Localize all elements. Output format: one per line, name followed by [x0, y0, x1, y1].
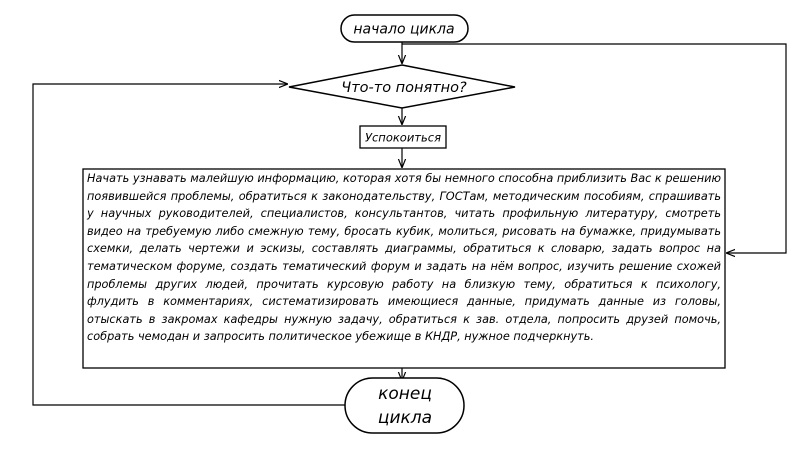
end-label-line2: цикла: [377, 408, 433, 428]
end-terminator: [345, 378, 464, 433]
start-label: начало цикла: [353, 21, 455, 38]
calm-process-box: [360, 126, 446, 148]
start-terminator: [341, 15, 468, 42]
decision-label: Что-то понятно?: [341, 80, 467, 96]
end-label-line1: конец: [378, 384, 432, 404]
decision-diamond: [289, 65, 515, 108]
action-text: Начать узнавать малейшую информацию, которая хотя бы немного способна приблизить Вас к решению появившейся проблемы, обратиться к законодательству, ГОСТам, методическим пособиям, спрашивать у научных руководителей, специалистов, консультантов, читать профильную литературу, смотреть видео на требуемую либо смежную тему, бросать кубик, молиться, рисовать на бумажке, придумывать схемки, делать чертежи и эскизы, составлять диаграммы, обратиться к словарю, задать вопрос на тематическом форуме, создать тематический форум и задать на нём вопрос, изучить решение схожей проблемы других людей, прочитать курсовую работу на близкую тему, обратиться к психологу, флудить в комментариях, систематизировать имеющиеся данные, придумать данные из головы, отыскать в закромах кафедры нужную задачу, обратиться к зав. отдела, попросить друзей помочь, собрать чемодан и запросить политическое убежище в КНДР, нужное подчеркнуть.: [87, 172, 721, 344]
calm-label: Успокоиться: [364, 130, 442, 145]
